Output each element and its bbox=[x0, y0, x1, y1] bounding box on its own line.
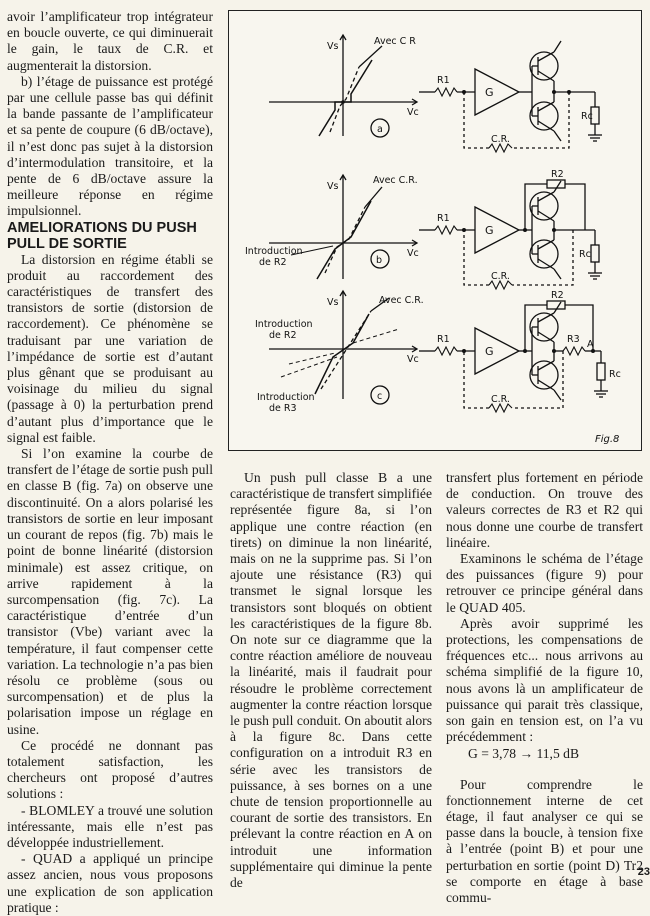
axis-label-vc: Vc bbox=[407, 107, 419, 118]
label-avec-cr: Avec C.R. bbox=[373, 175, 418, 186]
amplifier-label-g: G bbox=[485, 345, 494, 358]
graph-label-a: a bbox=[377, 124, 383, 135]
label-introduction: Introduction bbox=[257, 392, 315, 403]
amplifier-label-g: G bbox=[485, 86, 494, 99]
section-heading: AMELIORATIONS DU PUSH PULL DE SORTIE bbox=[7, 219, 197, 252]
label-introduction: Introduction bbox=[245, 246, 303, 257]
paragraph: Après avoir supprimé les protections, les compensations de fréquences etc... nous arrivons au schéma simplifié de la figure 10, nous avons là un amplificateur de puissance qui parait très classique, son gain en tension est, on l’a vu précédemment : bbox=[446, 615, 643, 745]
page-number: 23 bbox=[637, 866, 650, 878]
axis-label-vs: Vs bbox=[327, 41, 339, 52]
figure-8 bbox=[228, 10, 642, 451]
paragraph: Examinons le schéma de l’étage des puissances (figure 9) pour retrouver ce principe général dans le QUAD 405. bbox=[446, 551, 643, 615]
column-middle bbox=[230, 470, 432, 891]
paragraph: - BLOMLEY a trouvé une solution intéressante, mais elle n’est pas développée industriellement. bbox=[7, 802, 213, 850]
figure-caption: Fig.8 bbox=[595, 434, 620, 445]
axis-label-vc: Vc bbox=[407, 248, 419, 259]
paragraph: Si l’on examine la courbe de transfert de l’étage de sortie push pull en classe B (fig. 7a) on observe une discontinuité. On a alors polarisé les transistors de sortie en leur imposant un courant de repos (fig. 7b) mais le point de bonne linéarité (distorsion minimale) est assez critique, on arrive rapidement à la surcompensation (fig. 7c). La caractéristique d’entrée d’un transistor (Vbe) variant avec la température, il faut compenser cette variation. La technologie n’a pas bien résolu ce problème (sous ou surcompensation) et de plus la polarisation impose un réglage en usine. bbox=[7, 446, 213, 737]
label-r3: R3 bbox=[567, 334, 580, 345]
paragraph: avoir l’amplificateur trop intégrateur en boucle ouverte, ce qui diminuerait le gain, le taux de C.R. et augmenterait la distorsion. bbox=[7, 9, 213, 73]
paragraph: - QUAD a appliqué un principe assez ancien, nous vous proposons une explication de son application pratique : bbox=[7, 851, 213, 915]
label-de-r2: de R2 bbox=[259, 257, 287, 268]
label-de-r3: de R3 bbox=[269, 403, 297, 414]
label-r1: R1 bbox=[437, 213, 450, 224]
label-r2: R2 bbox=[551, 290, 564, 301]
paragraph: Ce procédé ne donnant pas totalement satisfaction, les chercheurs ont proposé d’autres solutions : bbox=[7, 737, 213, 802]
amplifier-label-g: G bbox=[485, 224, 494, 237]
paragraph: b) l’étage de puissance est protégé par une cellule passe bas qui définit la bande passante de l’amplificateur et sa pente de coupure (6 dB/octave), il n’est donc pas sujet à la distorsion d’intermodulation transitoire, et la pente de 6 dB/octave assure la meilleure réponse en régime impulsionnel. bbox=[7, 73, 213, 219]
paragraph: transfert plus fortement en période de conduction. On trouve des valeurs correctes de R3 et R2 qui nous donne une courbe de transfert linéaire. bbox=[446, 470, 643, 550]
label-r1: R1 bbox=[437, 75, 450, 86]
label-rc: Rc bbox=[579, 249, 591, 260]
figure-8-drawing bbox=[229, 11, 643, 452]
paragraph: Pour comprendre le fonctionnement interne de cet étage, il faut analyser ce qui se passe dans la boucle, à tension fixe à l’entrée (point B) et pour une perturbation en sortie (point D) Tr2 se comporte en étage à base commu- bbox=[446, 776, 643, 906]
label-r2: R2 bbox=[551, 169, 564, 180]
paragraph: Un push pull classe B a une caractéristique de transfert simplifiée représentée figure 8a, si l’on applique une contre réaction (en tirets) on diminue la non linéarité, mais on ne la supprime pas. Si l’on ajoute une résistance (R3) qui transmet le signal lorsque les transistors sont bloqués on obtient les caractéristiques de la figure 8b. On note sur ce diagramme que la contre réaction améliore de nouveau la linéarité, mais il faudrait pour résoudre le problème correctement augmenter la contre réaction lorsque le push pull conduit. On aboutit alors à la figure 8c. Dans cette configuration on a introduit R3 en série avec les transistors de puissance, à ses bornes on a une chute de tension proportionnelle au courant de sortie des transistors. En prélevant la contre réaction en A on introduit une information supplémentaire qui diminue la pente de bbox=[230, 470, 432, 891]
axis-label-vs: Vs bbox=[327, 181, 339, 192]
axis-label-vs: Vs bbox=[327, 297, 339, 308]
label-cr: C.R. bbox=[491, 134, 510, 145]
graph-label-b: b bbox=[376, 255, 383, 266]
label-cr: C.R. bbox=[491, 271, 510, 282]
label-r1: R1 bbox=[437, 334, 450, 345]
label-avec-cr: Avec C.R. bbox=[379, 295, 424, 306]
label-avec-cr: Avec C R bbox=[374, 36, 416, 47]
label-rc: Rc bbox=[609, 369, 621, 380]
graph-label-c: c bbox=[377, 391, 383, 402]
column-left bbox=[7, 9, 213, 916]
label-rc: Rc bbox=[581, 111, 593, 122]
column-right bbox=[446, 470, 643, 906]
label-de-r2: de R2 bbox=[269, 330, 297, 341]
label-point-a: A bbox=[587, 339, 594, 350]
label-cr: C.R. bbox=[491, 394, 510, 405]
axis-label-vc: Vc bbox=[407, 354, 419, 365]
gain-formula: G = 3,78 → 11,5 dB bbox=[468, 746, 580, 762]
paragraph: La distorsion en régime établi se produit au raccordement des caractéristiques de transfert des transistors de sortie (distorsion de raccordement). Ce phénomène se traduisant par une variation de l’impédance de sortie est d’autant plus gênant que se produisant au voisinage du milieu du signal (passage à 0) la perturbation prend d’autant plus d’importance que le signal est faible. bbox=[7, 251, 213, 445]
label-introduction: Introduction bbox=[255, 319, 313, 330]
